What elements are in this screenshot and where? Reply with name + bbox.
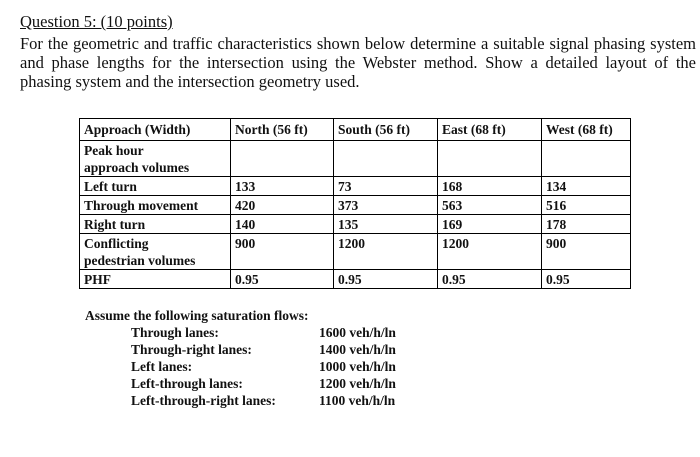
flow-value: 1200 veh/h/ln: [319, 376, 396, 391]
cell-west: 516: [542, 196, 631, 215]
lane-type: Through lanes:: [131, 325, 219, 340]
table-header-row: [80, 119, 631, 141]
section-label: [80, 141, 231, 177]
saturation-title: Assume the following saturation flows:: [85, 308, 309, 323]
cell-south: 73: [334, 177, 438, 196]
table-row-phf: [80, 270, 631, 289]
cell-north: 133: [231, 177, 334, 196]
lane-type: Left-through lanes:: [131, 376, 243, 391]
header-south: South (56 ft): [334, 119, 438, 141]
table-row-pedestrian: [80, 234, 631, 270]
cell-west: 0.95: [542, 270, 631, 289]
flow-value: 1600 veh/h/ln: [319, 325, 396, 340]
ped-label-line2: pedestrian volumes: [84, 253, 196, 268]
saturation-flows: [85, 307, 396, 409]
cell-east: 1200: [438, 234, 542, 270]
table-row-through: [80, 196, 631, 215]
flow-value: 1000 veh/h/ln: [319, 359, 396, 374]
phf-label: PHF: [80, 270, 231, 289]
cell-south: 1200: [334, 234, 438, 270]
cell-west: 178: [542, 215, 631, 234]
traffic-data-table: [79, 118, 631, 289]
section-label-line1: Peak hour: [84, 143, 144, 158]
header-north: North (56 ft): [231, 119, 334, 141]
ped-label-line1: Conflicting: [84, 236, 149, 251]
table-row-section: [80, 141, 631, 177]
header-west: West (68 ft): [542, 119, 631, 141]
header-approach: Approach (Width): [80, 119, 231, 141]
row-label: Left turn: [80, 177, 231, 196]
cell-south: 373: [334, 196, 438, 215]
section-label-line2: approach volumes: [84, 160, 190, 175]
cell-north: 0.95: [231, 270, 334, 289]
row-label: Through movement: [80, 196, 231, 215]
cell-east: 563: [438, 196, 542, 215]
question-heading: Question 5: (10 points): [20, 12, 173, 31]
lane-type: Through-right lanes:: [131, 342, 252, 357]
cell-south: 0.95: [334, 270, 438, 289]
table-row-right-turn: [80, 215, 631, 234]
lane-type: Left lanes:: [131, 359, 193, 374]
cell-north: 900: [231, 234, 334, 270]
cell-north: 420: [231, 196, 334, 215]
header-east: East (68 ft): [438, 119, 542, 141]
cell-north: 140: [231, 215, 334, 234]
cell-south: 135: [334, 215, 438, 234]
table-row-left-turn: [80, 177, 631, 196]
cell-west: 134: [542, 177, 631, 196]
cell-east: 168: [438, 177, 542, 196]
flow-value: 1100 veh/h/ln: [319, 393, 396, 408]
cell-east: 169: [438, 215, 542, 234]
cell-west: 900: [542, 234, 631, 270]
question-text: For the geometric and traffic characteristics shown below determine a suitable signal phasing system and phase lengths for the intersection using the Webster method. Show a detailed layout of the phasing system and the intersection geometry used.: [20, 34, 696, 91]
cell-east: 0.95: [438, 270, 542, 289]
row-label: Right turn: [80, 215, 231, 234]
saturation-list: [131, 324, 396, 409]
lane-type: Left-through-right lanes:: [131, 393, 276, 408]
flow-value: 1400 veh/h/ln: [319, 342, 396, 357]
ped-label: [80, 234, 231, 270]
